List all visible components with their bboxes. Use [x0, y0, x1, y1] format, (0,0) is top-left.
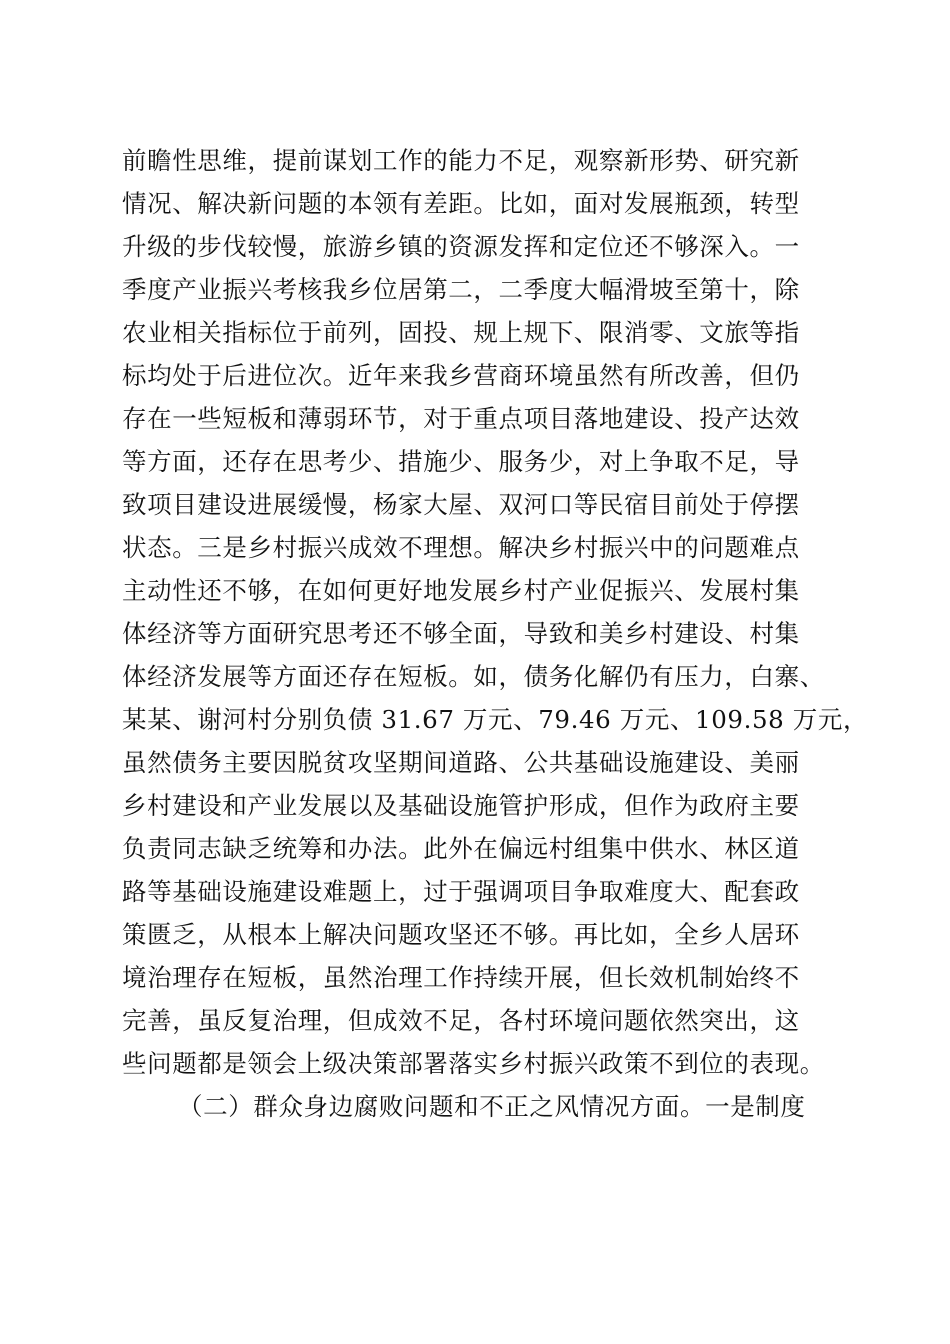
text-line: 季度产业振兴考核我乡位居第二，二季度大幅滑坡至第十，除: [122, 275, 800, 304]
text-line: 状态。三是乡村振兴成效不理想。解决乡村振兴中的问题难点: [122, 533, 800, 562]
text-line: 完善，虽反复治理，但成效不足，各村环境问题依然突出，这: [122, 1006, 800, 1035]
text-line: 前瞻性思维，提前谋划工作的能力不足，观察新形势、研究新: [122, 146, 800, 175]
text-line: 路等基础设施建设难题上，过于强调项目争取难度大、配套政: [122, 877, 800, 906]
text-line: 策匮乏，从根本上解决问题攻坚还不够。再比如，全乡人居环: [122, 920, 800, 949]
text-line: 存在一些短板和薄弱环节，对于重点项目落地建设、投产达效: [122, 404, 800, 433]
text-line: 主动性还不够，在如何更好地发展乡村产业促振兴、发展村集: [122, 576, 800, 605]
body-text: [122, 139, 869, 1128]
text-line: 标均处于后进位次。近年来我乡营商环境虽然有所改善，但仍: [122, 361, 800, 390]
text-line: 致项目建设进展缓慢，杨家大屋、双河口等民宿目前处于停摆: [122, 490, 800, 519]
text-line: 负责同志缺乏统筹和办法。此外在偏远村组集中供水、林区道: [122, 834, 800, 863]
text-line: 等方面，还存在思考少、措施少、服务少，对上争取不足，导: [122, 447, 800, 476]
text-line: 虽然债务主要因脱贫攻坚期间道路、公共基础设施建设、美丽: [122, 748, 800, 777]
text-line: 境治理存在短板，虽然治理工作持续开展，但长效机制始终不: [122, 963, 800, 992]
text-line: 某某、谢河村分别负债 31.67 万元、79.46 万元、109.58 万元，: [122, 705, 869, 734]
text-line: 情况、解决新问题的本领有差距。比如，面对发展瓶颈，转型: [122, 189, 800, 218]
text-line: 农业相关指标位于前列，固投、规上规下、限消零、文旅等指: [122, 318, 800, 347]
text-line: 乡村建设和产业发展以及基础设施管护形成，但作为政府主要: [122, 791, 800, 820]
text-line: 升级的步伐较慢，旅游乡镇的资源发挥和定位还不够深入。一: [122, 232, 800, 261]
text-line: 体经济等方面研究思考还不够全面，导致和美乡村建设、村集: [122, 619, 800, 648]
text-line: 体经济发展等方面还存在短板。如，债务化解仍有压力，白寨、: [122, 662, 825, 691]
section-heading: （二）群众身边腐败问题和不正之风情况方面。一是制度: [178, 1092, 806, 1121]
text-line: 些问题都是领会上级决策部署落实乡村振兴政策不到位的表现。: [122, 1049, 825, 1078]
